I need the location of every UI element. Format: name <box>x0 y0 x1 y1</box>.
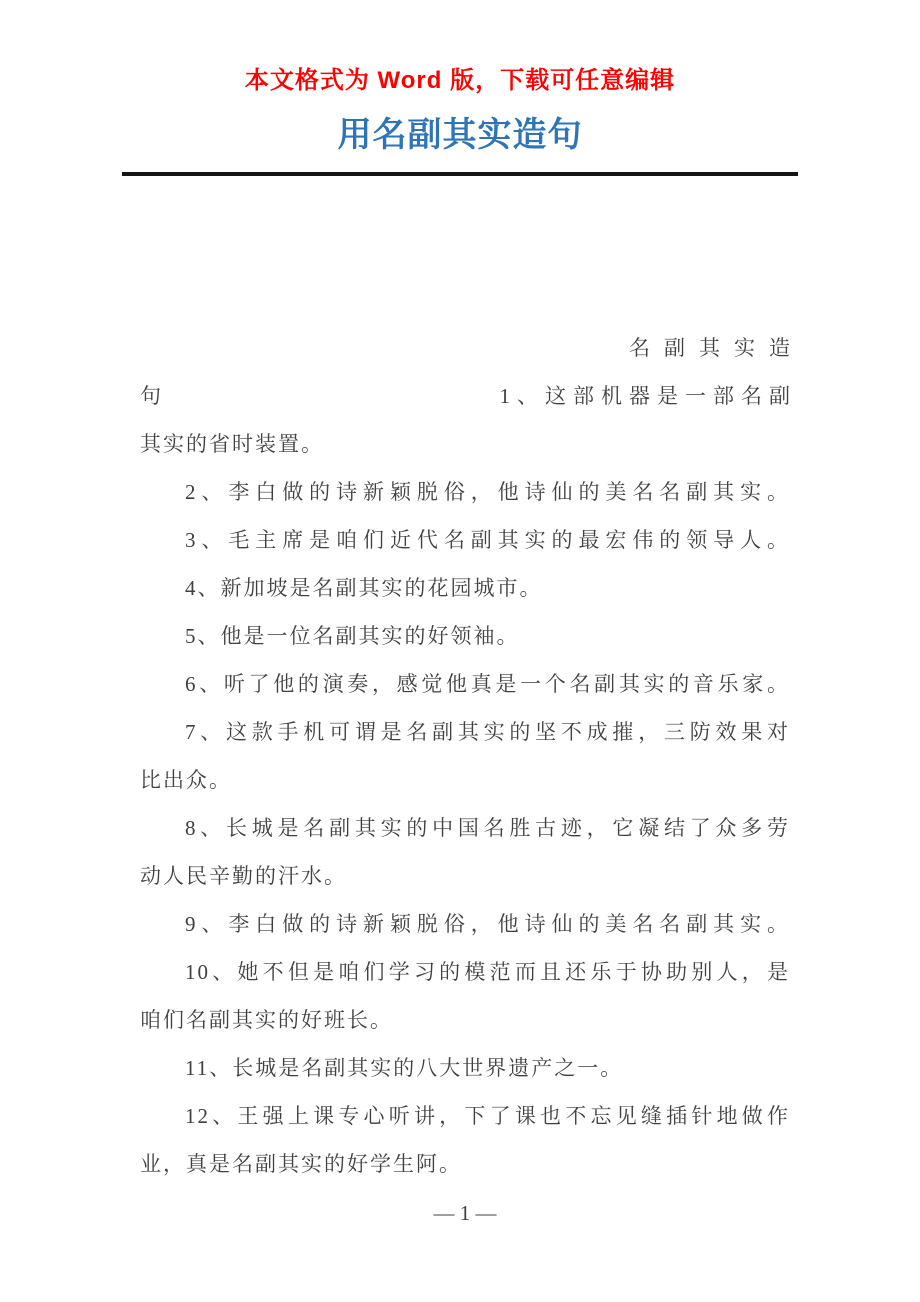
body-line: 6、听了他的演奏，感觉他真是一个名副其实的音乐家。 <box>185 672 790 696</box>
body-line: 9、李白做的诗新颖脱俗，他诗仙的美名名副其实。 <box>185 912 790 936</box>
body-line: 其实的省时装置。 <box>140 432 324 456</box>
body-lines <box>140 324 804 1188</box>
body-line: 名副其实造 <box>629 336 804 360</box>
body-line: 10、她不但是咱们学习的模范而且还乐于协助别人，是 <box>185 960 790 984</box>
body-line-left: 句 <box>140 384 163 408</box>
body-line: 11、长城是名副其实的八大世界遗产之一。 <box>185 1056 624 1080</box>
page-title: 用名副其实造句 <box>337 117 583 154</box>
body-line: 咱们名副其实的好班长。 <box>140 1008 393 1032</box>
title-underline <box>122 172 798 176</box>
body-line-right: 1、这部机器是一部名副 <box>499 384 797 408</box>
body-line: 比出众。 <box>140 768 232 792</box>
body-line: 动人民辛勤的汗水。 <box>140 864 347 888</box>
body-line: 12、王强上课专心听讲，下了课也不忘见缝插针地做作 <box>185 1104 790 1128</box>
body-line: 7、这款手机可谓是名副其实的坚不成摧，三防效果对 <box>185 720 790 744</box>
body-line: 2、李白做的诗新颖脱俗，他诗仙的美名名副其实。 <box>185 480 790 504</box>
body-line: 8、长城是名副其实的中国名胜古迹，它凝结了众多劳 <box>185 816 790 840</box>
body-line: 4、新加坡是名副其实的花园城市。 <box>185 576 543 600</box>
page-number: — 1 — <box>433 1201 497 1225</box>
body-line: 3、毛主席是咱们近代名副其实的最宏伟的领导人。 <box>185 528 790 552</box>
body-line: 业，真是名副其实的好学生阿。 <box>140 1152 462 1176</box>
body-line <box>140 372 797 420</box>
body-line: 5、他是一位名副其实的好领袖。 <box>185 624 520 648</box>
format-notice: 本文格式为 Word 版，下载可任意编辑 <box>244 67 676 94</box>
